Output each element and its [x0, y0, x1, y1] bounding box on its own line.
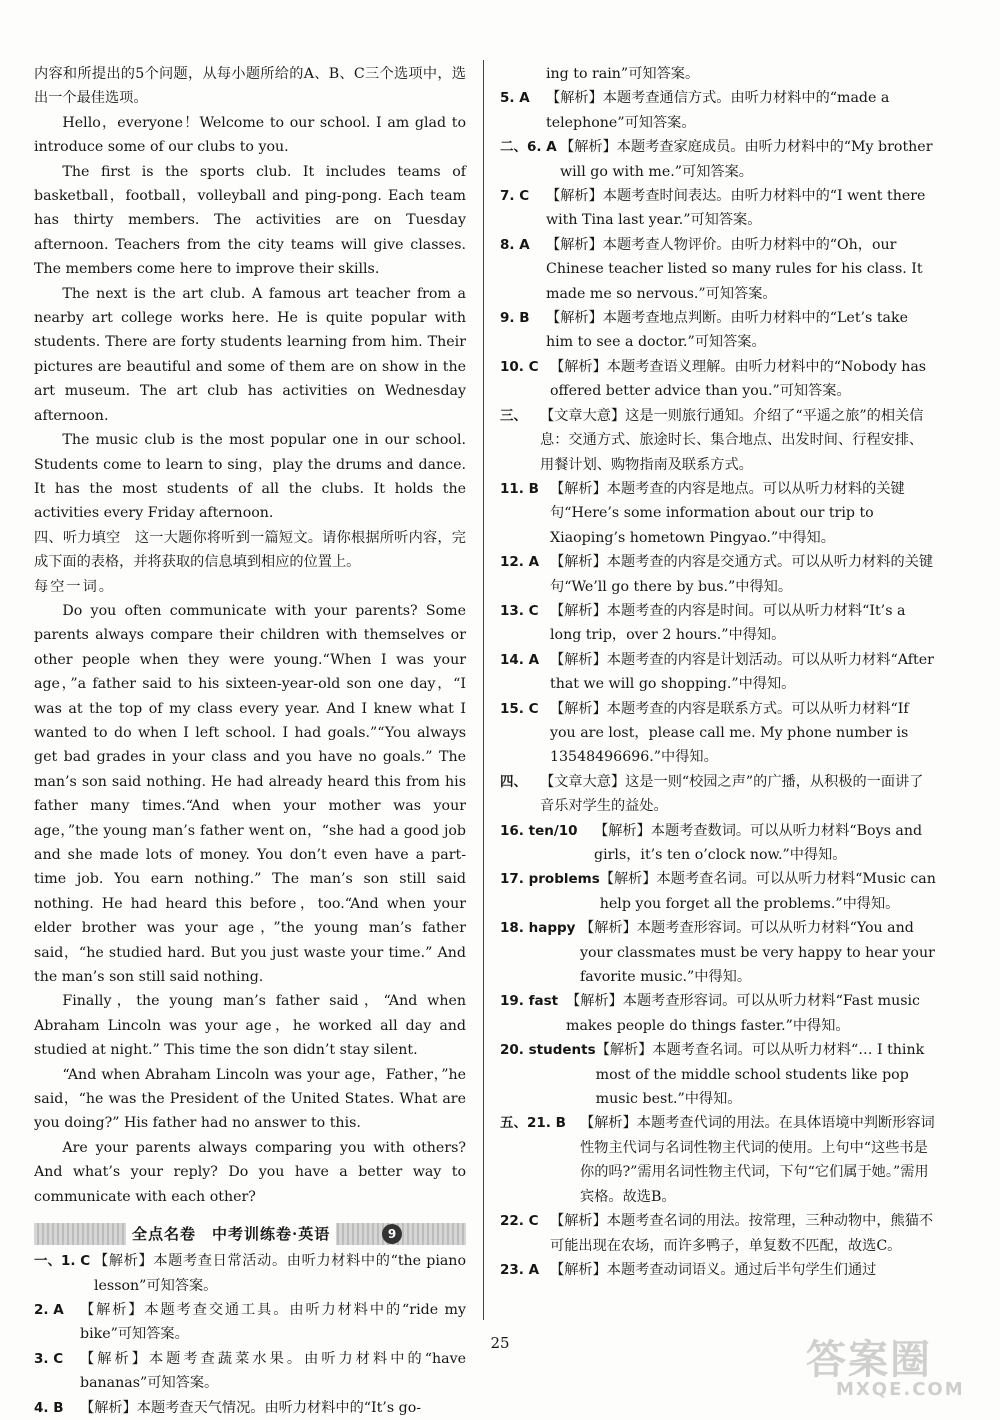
- answer-explanation: 【解析】本题考查名词。可以从听力材料“… I think most of the middle school students like pop music best.”中得知。: [595, 1042, 925, 1108]
- answer-explanation: 【解析】本题考查天气情况。由听力材料中的“It’s go-: [80, 1399, 422, 1416]
- site-watermark-logo: [806, 1337, 986, 1404]
- answer-explanation: 【解析】本题考查形容词。可以从听力材料“You and your classmates must be very happy to hear your favorite music.”中得知。: [580, 920, 935, 986]
- answer-item: [500, 306, 936, 355]
- answer-explanation: 【解析】本题考查家庭成员。由听力材料中的“My brother will go with me.”可知答案。: [560, 139, 933, 180]
- answer-number: 15. C: [500, 700, 539, 717]
- answer-item: [500, 477, 936, 550]
- answer-explanation: 【文章大意】这是一则“校园之声”的广播，从积极的一面讲了音乐对学生的益处。: [540, 773, 924, 815]
- answer-explanation: 【解析】本题考查的内容是地点。可以从听力材料的关键句“Here’s some information about our trip to Xiaoping’s hometown Pingyao.”中得知。: [550, 480, 905, 546]
- answer-item: [500, 599, 936, 648]
- answer-number: 二、6. A: [500, 139, 557, 156]
- answer-explanation: 【解析】本题考查的内容是时间。可以从听力材料“It’s a long trip，over 2 hours.”中得知。: [550, 602, 906, 644]
- column-divider: [483, 60, 484, 1320]
- answer-item: [500, 819, 936, 868]
- answer-item: [34, 1347, 466, 1396]
- answer-number: 9. B: [500, 310, 530, 327]
- answer-number: 10. C: [500, 358, 539, 375]
- answer-explanation: 【解析】本题考查名词。可以从听力材料“Music can help you forget all the problems.”中得知。: [599, 871, 936, 912]
- answer-number: 7. C: [500, 188, 530, 205]
- answer-number: 16. ten/10: [500, 822, 578, 839]
- answer-item: [500, 1111, 936, 1209]
- answer-item: [500, 184, 936, 233]
- answer-number: 14. A: [500, 651, 540, 668]
- answer-item: [500, 989, 936, 1038]
- answer-item: [500, 135, 936, 184]
- answer-item: [500, 697, 936, 770]
- right-column: [500, 62, 936, 1282]
- watermark-text-bottom: MXQE.COM: [836, 1379, 965, 1400]
- answer-item: [34, 1396, 466, 1420]
- answer-explanation: 【解析】本题考查的内容是计划活动。可以从听力材料“After that we will go shopping.”中得知。: [550, 651, 934, 693]
- answer-number: 20. students: [500, 1042, 596, 1059]
- answer-number: 五、21. B: [500, 1115, 566, 1132]
- answer-item: [500, 355, 936, 404]
- answer-explanation: 【解析】本题考查地点判断。由听力材料中的“Let’s take him to see a doctor.”可知答案。: [546, 310, 908, 351]
- answer-item: [500, 1038, 936, 1111]
- answer-explanation: 【解析】本题考查蔬菜水果。由听力材料中的“have bananas”可知答案。: [80, 1350, 466, 1392]
- answer-explanation: 【解析】本题考查的内容是联系方式。可以从听力材料“If you are lost，please call me. My phone number is 13548496696.”中得知。: [550, 700, 909, 766]
- listening-intro: 内容和所提出的5个问题，从每小题所给的A、B、C三个选项中，选出一个最佳选项。: [34, 66, 466, 107]
- answer-item: [500, 86, 936, 135]
- watermark-text-top: 答案圈: [806, 1337, 932, 1383]
- page-number: 25: [490, 1334, 510, 1352]
- passage-president: “And when Abraham Lincoln was your age，Father，”he said，“he was the President of the United States. What are you doing?” His father had no answer to this.: [34, 1066, 466, 1132]
- answer-explanation: 【解析】本题考查日常活动。由听力材料中的“the piano lesson”可知答案。: [94, 1253, 466, 1294]
- passage-greeting: Hello，everyone！Welcome to our school. I am glad to introduce some of our clubs to you.: [34, 114, 466, 156]
- answer-explanation: 【解析】本题考查人物评价。由听力材料中的“Oh，our Chinese teacher listed so many rules for his class. It made me so nervous.”可知答案。: [546, 236, 923, 302]
- answer-item: [500, 916, 936, 989]
- answer-number: 8. A: [500, 236, 530, 253]
- answer-item: [500, 1209, 936, 1258]
- answer-explanation: 【解析】本题考查语义理解。由听力材料中的“Nobody has offered better advice than you.”可知答案。: [550, 358, 927, 400]
- answer-number: 三、: [500, 407, 527, 424]
- passage-music-club: The music club is the most popular one in our school. Students come to learn to sing，play the drums and dance. It has the most students of all the clubs. It holds the activities every Friday afternoon.: [34, 432, 466, 522]
- passage-sports-club: The first is the sports club. It includes teams of basketball，football，volleyball and ping-pong. Each team has thirty members. The activities are on Tuesday afternoon. Teachers from the city teams will give classes. The members come here to improve their skills.: [34, 163, 466, 278]
- section-four-instructions: 四、听力填空 这一大题你将听到一篇短文。请你根据所听内容，完成下面的表格，并将获取的信息填到相应的位置上。: [34, 529, 466, 571]
- answer-number: 23. A: [500, 1261, 540, 1278]
- answer-item: [500, 648, 936, 697]
- answer-number: 12. A: [500, 554, 540, 571]
- answer-number: 11. B: [500, 480, 539, 497]
- answer-item: [500, 770, 936, 819]
- answer-item: [500, 550, 936, 599]
- answer-number: 2. A: [34, 1301, 64, 1318]
- exam-banner: [34, 1223, 466, 1245]
- answer-explanation: 【解析】本题考查交通工具。由听力材料中的“ride my bike”可知答案。: [80, 1301, 466, 1343]
- answer-explanation: 【解析】本题考查代词的用法。在具体语境中判断形容词性物主代词与名词性物主代词的使用。上句中“这些书是你的吗?”需用名词性物主代词，下句“它们属于她。”需用宾格。故选B。: [580, 1115, 935, 1205]
- banner-title: 全点名卷 中考训练卷·英语: [126, 1223, 336, 1245]
- passage-communication: Do you often communicate with your parents? Some parents always compare their children with themselves or other people when they were young.“When I was your age，”a father said to his sixteen-year-old son one day，“I was at the top of my class every year. And I knew what I wanted to do when I left school. I had goals.”“You always get bad grades in your class and you have no goals.” The man’s son said nothing. He had already heard this from his father many times.“And when your mother was your age，”the young man’s father went on，“she had a good job and she made lots of money. You don’t even have a part-time job. You earn nothing.” The man’s son still said nothing. He had heard this before，too.“And when your elder brother was your age，”the young man’s father said，“he studied hard. But you just waste your time.” And the man’s son still said nothing.: [34, 602, 466, 986]
- answer-item: [500, 1258, 936, 1282]
- answer-explanation: 【解析】本题考查数词。可以从听力材料“Boys and girls，it’s ten o’clock now.”中得知。: [594, 822, 923, 863]
- answer-number: 4. B: [34, 1399, 64, 1416]
- banner-number-badge: 9: [382, 1224, 402, 1244]
- left-column: [34, 62, 466, 1420]
- answer-number: 18. happy: [500, 920, 576, 937]
- answer-explanation: 【解析】本题考查通信方式。由听力材料中的“made a telephone”可知答案。: [546, 90, 890, 131]
- answer-explanation: 【解析】本题考查时间表达。由听力材料中的“I went there with Tina last year.”可知答案。: [546, 188, 926, 229]
- answer-item: [500, 404, 936, 477]
- passage-lincoln: Finally，the young man’s father said，“And when Abraham Lincoln was your age，he worked all day and studied at night.” This time the son didn’t stay silent.: [34, 993, 466, 1059]
- answer-number: 13. C: [500, 602, 539, 619]
- section-four-note: 每空一词。: [34, 578, 115, 595]
- answer-number: 四、: [500, 773, 527, 790]
- answer-number: 3. C: [34, 1350, 64, 1367]
- answer-item: [34, 1249, 466, 1298]
- answer-number: 5. A: [500, 90, 530, 107]
- answer-number: 一、1. C: [34, 1253, 91, 1270]
- answer-number: 22. C: [500, 1213, 539, 1230]
- answer-explanation: 【解析】本题考查名词的用法。按常理，三种动物中，熊猫不可能出现在农场，而许多鸭子，单复数不匹配，故选C。: [550, 1213, 934, 1254]
- answer-number: 19. fast: [500, 993, 559, 1010]
- passage-question: Are your parents always comparing you with others? And what’s your reply? Do you have a better way to communicate with each other?: [34, 1139, 466, 1205]
- answer-number: 17. problems: [500, 871, 600, 888]
- answer-explanation: 【解析】本题考查动词语义。通过后半句学生们通过: [550, 1261, 877, 1278]
- answer-item: [500, 867, 936, 916]
- answer-item: [500, 233, 936, 306]
- answer-explanation: 【文章大意】这是一则旅行通知。介绍了“平遥之旅”的相关信息：交通方式、旅途时长、集合地点、出发时间、行程安排、用餐计划、购物指南及联系方式。: [540, 407, 924, 473]
- answer-continuation: ing to rain”可知答案。: [546, 66, 700, 82]
- passage-art-club: The next is the art club. A famous art teacher from a nearby art college works here. He is quite popular with students. There are forty students learning from him. Their pictures are beautiful and some of them are on show in the art museum. The art club has activities on Wednesday afternoon.: [34, 285, 466, 424]
- answer-explanation: 【解析】本题考查形容词。可以从听力材料“Fast music makes people do things faster.”中得知。: [566, 993, 921, 1034]
- answer-explanation: 【解析】本题考查的内容是交通方式。可以从听力材料的关键句“We’ll go there by bus.”中得知。: [550, 554, 934, 595]
